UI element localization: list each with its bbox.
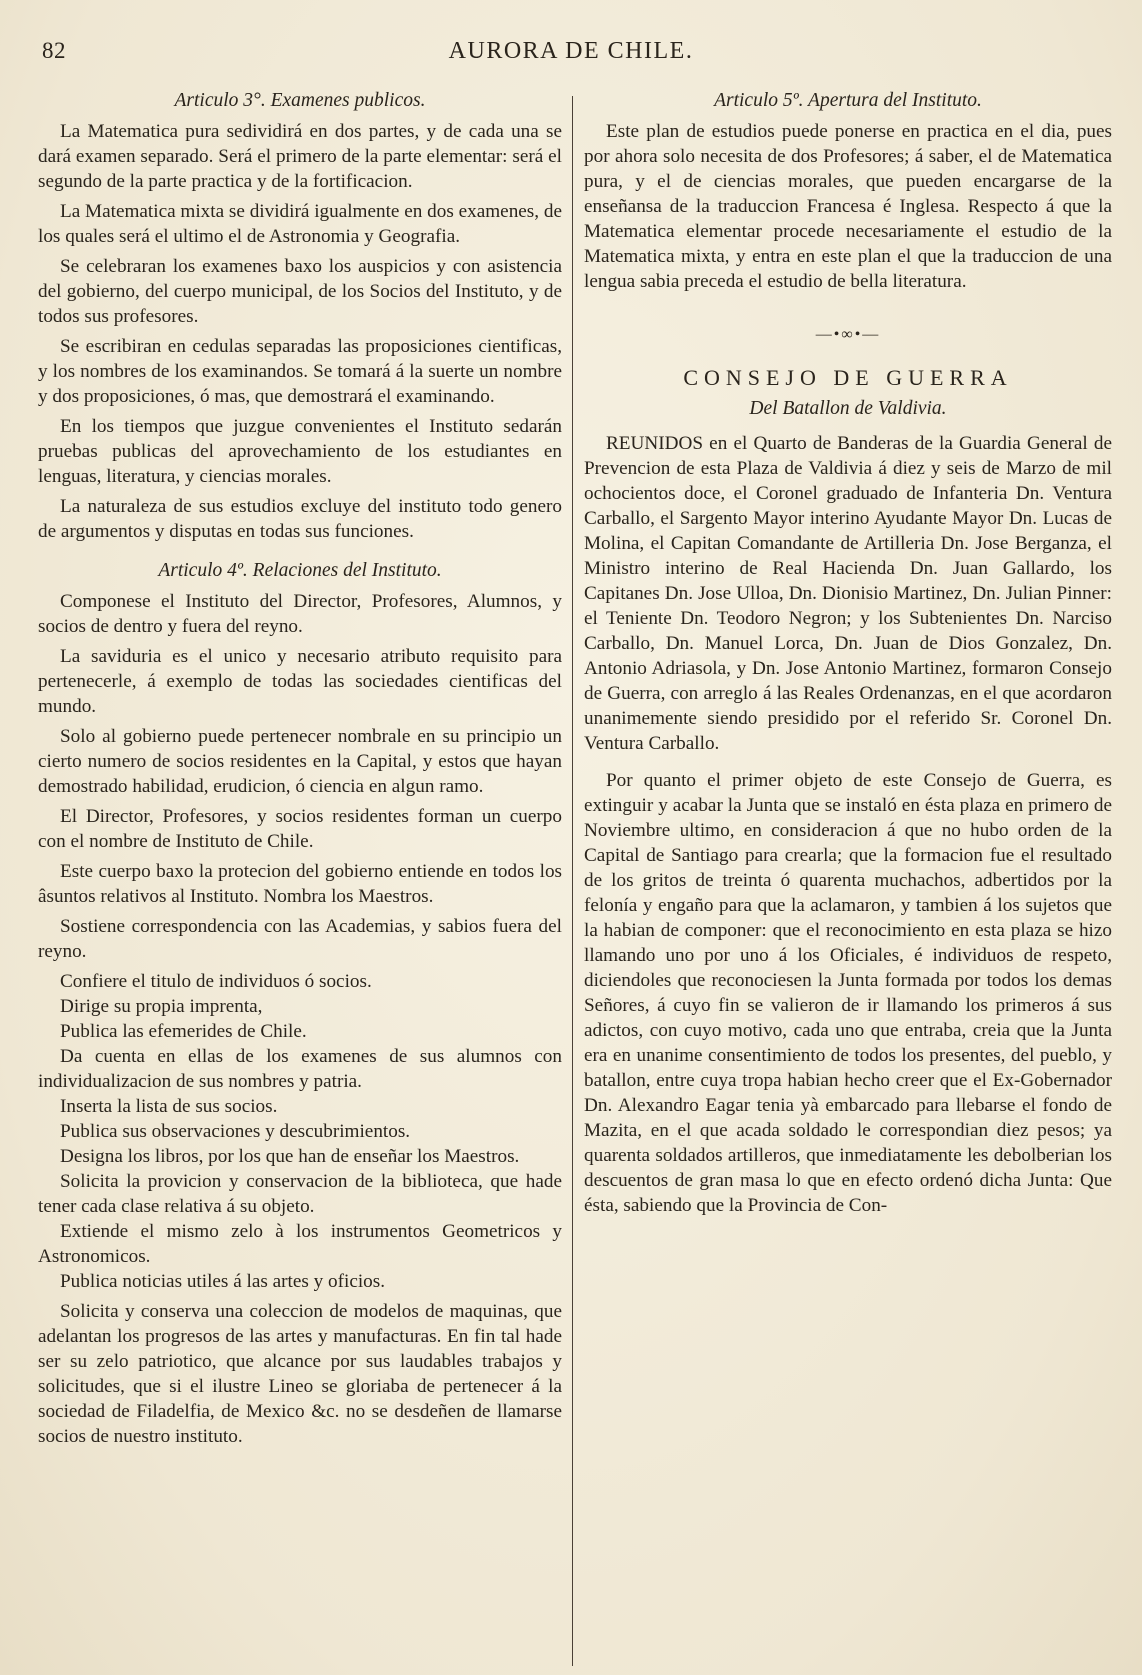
list-item: Solicita la provicion y conservacion de la biblioteca, que hade tener cada clase relativa á su objeto. — [38, 1171, 562, 1217]
article-4-paragraph: Componese el Instituto del Director, Profesores, Alumnos, y socios de dentro y fuera del reyno. — [38, 591, 562, 637]
article-5-heading: Articulo 5º. Apertura del Instituto. — [714, 90, 982, 111]
list-item: Publica sus observaciones y descubrimientos. — [60, 1121, 411, 1142]
list-item: Dirige su propia imprenta, — [60, 996, 263, 1017]
list-item: Publica las efemerides de Chile. — [60, 1021, 307, 1042]
article-3-paragraph: La Matematica pura sedividirá en dos partes, y de cada una se dará examen separado. Será el primero de la parte elementar: será el segundo de la parte practica y de la fortificacion. — [38, 121, 562, 192]
article-4-paragraph: Este cuerpo baxo la protecion del gobierno entiende en todos los âsuntos relativos al Instituto. Nombra los Maestros. — [38, 861, 562, 907]
left-column — [38, 88, 562, 1655]
section-subtitle: Del Batallon de Valdivia. — [749, 398, 947, 419]
page-header — [0, 38, 1142, 70]
list-item: Da cuenta en ellas de los examenes de sus alumnos con individualizacion de sus nombres y patria. — [38, 1046, 562, 1092]
article-3-paragraph: En los tiempos que juzgue convenientes el Instituto sedarán pruebas publicas del aprovechamiento de los estudiantes en lenguas, literatura, y ciencias morales. — [38, 416, 562, 487]
article-5-paragraph: Este plan de estudios puede ponerse en practica en el dia, pues por ahora solo necesita de dos Profesores; á saber, el de Matematica pura, y el de ciencias morales, que pueden encargarse de la enseñansa de la traduccion Francesa é Inglesa. Respecto á que la Matematica elementar procede necesariamente el estudio de la Matematica mixta, y entra en este plan el que la traduccion de una lengua sabia preceda el estudio de bella literatura. — [584, 121, 1112, 292]
article-4-paragraph: El Director, Profesores, y socios residentes forman un cuerpo con el nombre de Instituto de Chile. — [38, 806, 562, 852]
list-item: Publica noticias utiles á las artes y oficios. — [60, 1271, 386, 1292]
section-title: CONSEJO DE GUERRA — [683, 365, 1013, 390]
list-item: Inserta la lista de sus socios. — [60, 1096, 278, 1117]
consejo-paragraph: Por quanto el primer objeto de este Consejo de Guerra, es extinguir y acabar la Junta que se instaló en ésta plaza en primero de Noviembre ultimo, en consideracion á que no hubo orden de la Capital de Santiago para crearla; que la formacion fue el resultado de los gritos de treinta ó quarenta muchachos, adbertidos por la felonía y engaño para que la aclamaron, y tambien á los sujetos que la habian de componer: que el reconocimiento en esta plaza se hizo llamando uno por uno á los Oficiales, é individuos de respeto, diciendoles que reconociesen la Junta formada por todos los demas Señores, á cuyo fin se valieron de ir llamando los primeros á sus adictos, con cuyo motivo, cada uno que entraba, creia que la Junta era en unanime consentimiento de todos los presentes, del pueblo, y batallon, entre cuya tropa habian hecho creer que el Ex-Gobernador Dn. Alexandro Eagar tenia yà embarcado para llebarse el fondo de Mazita, en el que acada soldado le correspondian diez pesos; ya quarenta soldados artilleros, que inmediatamente les debolberian los descuentos de gran masa lo que en efecto ordenó dicha Junta: Que ésta, sabiendo que la Provincia de Con- — [584, 770, 1112, 1216]
list-item: Confiere el titulo de individuos ó socios. — [60, 971, 372, 992]
running-title: AURORA DE CHILE. — [448, 38, 694, 64]
article-3-paragraph: La Matematica mixta se dividirá igualmente en dos examenes, de los quales será el ultimo el de Astronomia y Geografia. — [38, 201, 562, 247]
article-4-final-paragraph: Solicita y conserva una coleccion de modelos de maquinas, que adelantan los progresos de las artes y manufacturas. En fin tal hade ser su zelo patriotico, que alcance por sus laudables trabajos y solicitudes, que si el ilustre Lineo se gloriaba de pertenecer á la sociedad de Filadelfia, de Mexico &c. no se desdeñen de llamarse socios de nuestro instituto. — [38, 1301, 562, 1447]
article-4-paragraph: Solo al gobierno puede pertenecer nombrale en su principio un cierto numero de socios residentes en la Capital, y estos que hayan demostrado habilidad, erudicion, ó ciencia en algun ramo. — [38, 726, 562, 797]
article-3-paragraph: Se escribiran en cedulas separadas las proposiciones cientificas, y los nombres de los examinandos. Se tomará á la suerte un nombre y dos proposiciones, ó mas, que demostrará el examinando. — [38, 336, 562, 407]
article-4-heading: Articulo 4º. Relaciones del Instituto. — [158, 560, 442, 581]
page-number: 82 — [42, 38, 66, 63]
article-3-paragraph: Se celebraran los examenes baxo los auspicios y con asistencia del gobierno, del cuerpo municipal, de los Socios del Instituto, y de todos sus profesores. — [38, 256, 562, 327]
article-4-paragraph: Sostiene correspondencia con las Academias, y sabios fuera del reyno. — [38, 916, 562, 962]
article-4-paragraph: La saviduria es el unico y necesario atributo requisito para pertenecerle, á exemplo de todas las sociedades cientificas del mundo. — [38, 646, 562, 717]
right-column — [584, 88, 1112, 1655]
consejo-paragraph: REUNIDOS en el Quarto de Banderas de la Guardia General de Prevencion de esta Plaza de Valdivia á diez y seis de Marzo de mil ochocientos doce, el Coronel graduado de Infanteria Dn. Ventura Carballo, el Sargento Mayor interino Ayudante Mayor Dn. Lucas de Molina, el Capitan Comandante de Artilleria Dn. Jose Berganza, el Ministro interino de Real Hacienda Dn. Juan Gallardo, los Capitanes Dn. Jose Ulloa, Dn. Dionisio Martinez, Dn. Julian Pinner: el Teniente Dn. Teodoro Negron; y los Subtenientes Dn. Narciso Carballo, Dn. Manuel Lorca, Dn. Juan de Dios Gonzalez, Dn. Antonio Adriasola, y Dn. Jose Antonio Martinez, formaron Consejo de Guerra, con arreglo á las Reales Ordenanzas, en el que acordaron unanimemente siendo presidido por el referido Sr. Coronel Dn. Ventura Carballo. — [584, 433, 1112, 754]
article-3-paragraph: La naturaleza de sus estudios excluye del instituto todo genero de argumentos y disputas en todas sus funciones. — [38, 496, 562, 542]
section-ornament: —•∞•— — [815, 326, 881, 343]
column-divider — [572, 96, 573, 1666]
list-item: Extiende el mismo zelo à los instrumentos Geometricos y Astronomicos. — [38, 1221, 562, 1267]
list-item: Designa los libros, por los que han de enseñar los Maestros. — [60, 1146, 520, 1167]
article-3-heading: Articulo 3°. Examenes publicos. — [174, 90, 426, 111]
